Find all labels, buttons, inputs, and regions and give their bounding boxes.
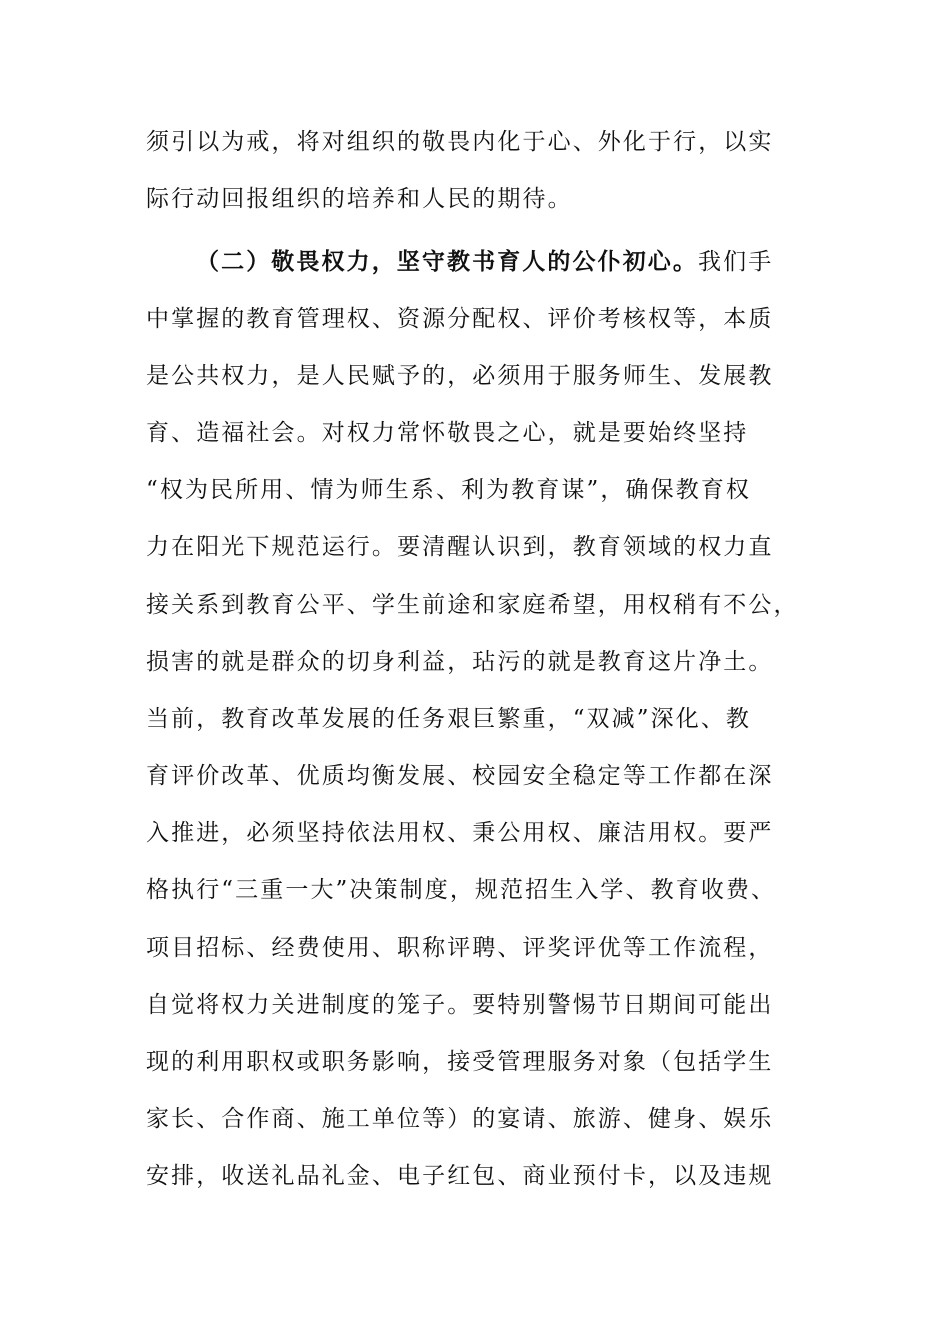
text-line: 接关系到教育公平、学生前途和家庭希望，用权稍有不公， bbox=[146, 591, 799, 618]
section-heading: （二）敬畏权力，坚守教书育人的公仆初心。 bbox=[196, 248, 698, 276]
text-line: 是公共权力，是人民赋予的，必须用于服务师生、发展教 bbox=[146, 362, 774, 389]
text-line: 项目招标、经费使用、职称评聘、评奖评优等工作流程， bbox=[146, 934, 774, 961]
text-line bbox=[146, 1206, 806, 1263]
text-line: 力在阳光下规范运行。要清醒认识到，教育领域的权力直 bbox=[146, 534, 774, 561]
text-line: 育评价改革、优质均衡发展、校园安全稳定等工作都在深 bbox=[146, 763, 774, 790]
text-line: 须引以为戒，将对组织的敬畏内化于心、外化于行，以实 bbox=[146, 129, 774, 155]
text-line: “权为民所用、情为师生系、利为教育谋”，确保教育权 bbox=[146, 477, 752, 504]
document-body bbox=[146, 114, 806, 1263]
text-line: 际行动回报组织的培养和人民的期待。 bbox=[146, 186, 573, 213]
text-line: 家长、合作商、施工单位等）的宴请、旅游、健身、娱乐 bbox=[146, 1106, 774, 1133]
text-line: 中掌握的教育管理权、资源分配权、评价考核权等，本质 bbox=[146, 305, 774, 332]
text-line: 损害的就是群众的切身利益，玷污的就是教育这片净土。 bbox=[146, 648, 774, 675]
text-line: 安排，收送礼品礼金、电子红包、商业预付卡，以及违规 bbox=[146, 1163, 774, 1190]
text-line: 自觉将权力关进制度的笼子。要特别警惕节日期间可能出 bbox=[146, 991, 774, 1018]
first-line-text: 我们手 bbox=[698, 249, 774, 276]
text-line: 育、造福社会。对权力常怀敬畏之心，就是要始终坚持 bbox=[146, 419, 749, 446]
text-line: 入推进，必须坚持依法用权、秉公用权、廉洁用权。要严 bbox=[146, 820, 774, 847]
paragraph-continuation bbox=[146, 114, 806, 228]
paragraph-section-two bbox=[146, 233, 806, 1262]
text-line: 当前，教育改革发展的任务艰巨繁重，“双减”深化、教 bbox=[146, 705, 752, 732]
text-line: 现的利用职权或职务影响，接受管理服务对象（包括学生 bbox=[146, 1049, 774, 1075]
text-line: 格执行“三重一大”决策制度，规范招生入学、教育收费、 bbox=[146, 877, 777, 904]
paragraph-first-line bbox=[146, 233, 806, 290]
